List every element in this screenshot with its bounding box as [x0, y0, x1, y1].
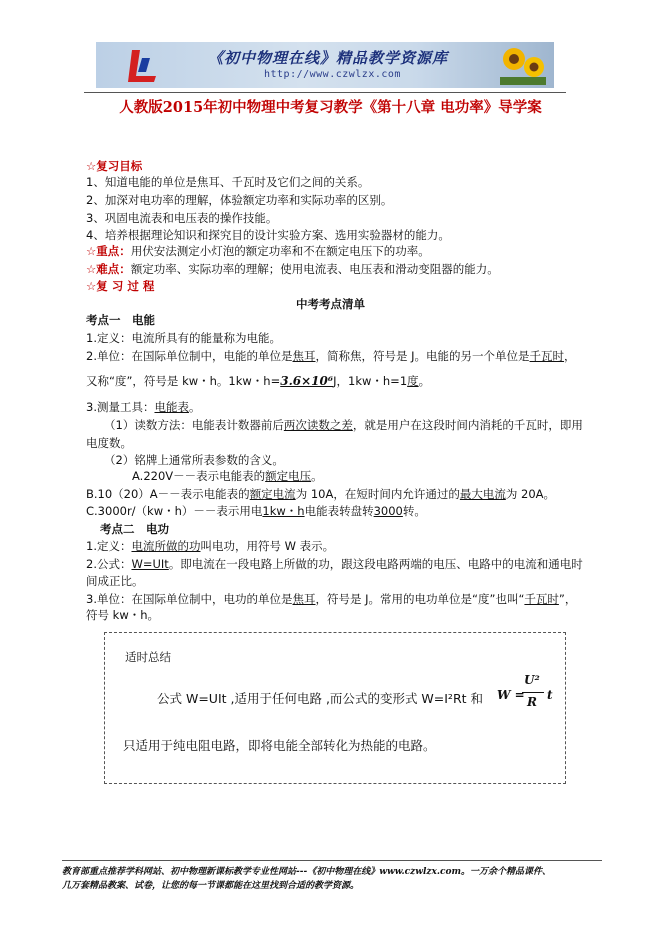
unit-joule: 焦耳 [292, 349, 316, 363]
page-title: 人教版2015年初中物理中考复习教学《第十八章 电功率》导学案 [119, 99, 542, 116]
formula-wuit: W=UIt [131, 557, 169, 571]
text-span: 。 [311, 469, 323, 483]
key-point-text: 用伏安法测定小灯泡的额定功率和不在额定电压下的功率。 [130, 244, 430, 258]
text-span: 又称“度”，符号是 kw・h。1kw・h= [86, 374, 281, 388]
electric-work: 电流所做的功 [131, 539, 201, 553]
text-span: （1）读数方法：电能表计数器前后 [104, 418, 284, 432]
text-span: ”， [558, 592, 577, 606]
text-span: 3.测量工具： [86, 400, 155, 414]
unit-joule: 焦耳 [292, 592, 316, 606]
banner-url: http://www.czwlzx.com [264, 69, 401, 80]
goal-item: 1、知道电能的单位是焦耳、千瓦时及它们之间的关系。 [86, 175, 370, 189]
text-span: 1.定义： [86, 539, 132, 553]
text-span: 叫电功，用符号 W 表示。 [200, 539, 335, 553]
unit-du: 度 [407, 374, 419, 388]
text-span: 3.单位：在国际单位制中，电功的单位是 [86, 592, 293, 606]
header-divider [84, 92, 566, 93]
point2-definition [86, 538, 334, 554]
point1-tool [86, 399, 200, 415]
point1-read-method [104, 417, 583, 433]
rated-current: 额定电流 [249, 487, 296, 501]
summary-formula-line: 公式 W=UIt ,适用于任何电路 ,而公式的变形式 W=I²Rt 和 [157, 691, 484, 706]
point2-heading: 考点二 电功 [100, 522, 169, 536]
point1-unit-line [86, 348, 576, 364]
text-span: ， [564, 349, 576, 363]
footer-line: 几万套精品教案、试卷，让您的每一节课都能在这里找到合适的教学资源。 [62, 881, 360, 891]
key-point-label: ☆重点： [86, 244, 131, 258]
text-span: ，符号是 J。常用的电功单位是“度”也叫“ [315, 592, 525, 606]
text-span: ，简称焦，符号是 J。电能的另一个单位是 [315, 349, 530, 363]
point1-definition: 1.定义：电流所具有的能量称为电能。 [86, 331, 281, 345]
text-span: 。 [188, 400, 201, 414]
one-kwh: 1kw・h [262, 504, 305, 518]
difficult-point [86, 261, 499, 277]
unit-kwh: 千瓦时 [529, 349, 565, 363]
unit-kwh: 千瓦时 [524, 592, 559, 606]
goal-item: 3、巩固电流表和电压表的操作技能。 [86, 211, 278, 225]
plate-item-b [86, 486, 555, 502]
point1-read-method-cont: 电度数。 [86, 436, 132, 450]
text-span: 。 [418, 374, 431, 388]
text-span: 2.单位：在国际单位制中，电能的单位是 [86, 349, 293, 363]
text-span: 2.公式： [86, 557, 132, 571]
point2-formula [86, 556, 583, 572]
goal-item: 4、培养根据理论知识和探究目的设计实验方案、选用实验器材的能力。 [86, 228, 450, 242]
summary-title: 适时总结 [125, 650, 171, 664]
text-span: A.220V－－表示电能表的 [132, 469, 266, 483]
footer [62, 865, 602, 893]
summary-box [104, 632, 566, 784]
sunflower-icon [500, 45, 546, 85]
plate-item-a [132, 468, 323, 484]
footer-line: 教育部重点推荐学科网站、初中物理新课标教学专业性网站---《初中物理在线》www.czwlzx.com。一万余个精品课件、 [62, 867, 552, 877]
point1-plate: （2）铭牌上通常所表参数的含义。 [104, 453, 284, 467]
text-span: 为 10A，在短时间内允许通过的 [295, 487, 460, 501]
summary-condition-line: 只适用于纯电阻电路，即将电能全部转化为热能的电路。 [123, 738, 436, 753]
difficult-point-text: 额定功率、实际功率的理解；使用电流表、电压表和滑动变阻器的能力。 [130, 262, 499, 276]
point1-unit-conversion [86, 373, 430, 389]
review-process-heading: ☆复 习 过 程 [86, 279, 155, 293]
formula-t: t [547, 688, 553, 702]
formula-lhs: W = [497, 688, 525, 702]
fraction-bar [522, 692, 544, 693]
key-point [86, 243, 430, 259]
text-span: 。即电流在一段电路上所做的功，跟这段电路两端的电压、电路中的电流和通电时 [168, 557, 583, 571]
checklist-title: 中考考点清单 [296, 297, 365, 311]
text-span: 电能表转盘转 [304, 504, 374, 518]
text-span: C.3000r/（kw・h）－－表示用电 [86, 504, 263, 518]
tool-meter: 电能表 [154, 400, 189, 414]
revolutions: 3000 [373, 504, 403, 518]
point2-formula-cont: 间成正比。 [86, 574, 144, 588]
text-span: 转。 [402, 504, 426, 518]
formula-w-u2-r-t [497, 673, 553, 715]
read-difference: 两次读数之差 [283, 418, 353, 432]
review-goals-heading: ☆复习目标 [86, 159, 143, 173]
footer-divider [62, 860, 602, 861]
site-logo-icon [126, 46, 160, 84]
point2-unit [86, 591, 576, 607]
text-span: ，就是用户在这段时间内消耗的千瓦时，即用 [352, 418, 583, 432]
text-span: B.10（20）A－－表示电能表的 [86, 487, 250, 501]
formula-denominator: R [527, 695, 537, 709]
point1-heading: 考点一 电能 [86, 313, 155, 327]
header-banner [96, 42, 554, 88]
formula-numerator: U² [524, 673, 540, 687]
conversion-formula: 3.6×10⁶ [280, 374, 334, 388]
text-span: J，1kw・h=1 [333, 374, 408, 388]
difficult-point-label: ☆难点： [86, 262, 131, 276]
banner-title: 《初中物理在线》精品教学资源库 [208, 49, 449, 67]
max-current: 最大电流 [459, 487, 506, 501]
goal-item: 2、加深对电功率的理解，体验额定功率和实际功率的区别。 [86, 193, 393, 207]
rated-voltage: 额定电压 [265, 469, 312, 483]
point2-unit-cont: 符号 kw・h。 [86, 608, 160, 622]
text-span: 为 20A。 [505, 487, 555, 501]
plate-item-c [86, 503, 426, 519]
